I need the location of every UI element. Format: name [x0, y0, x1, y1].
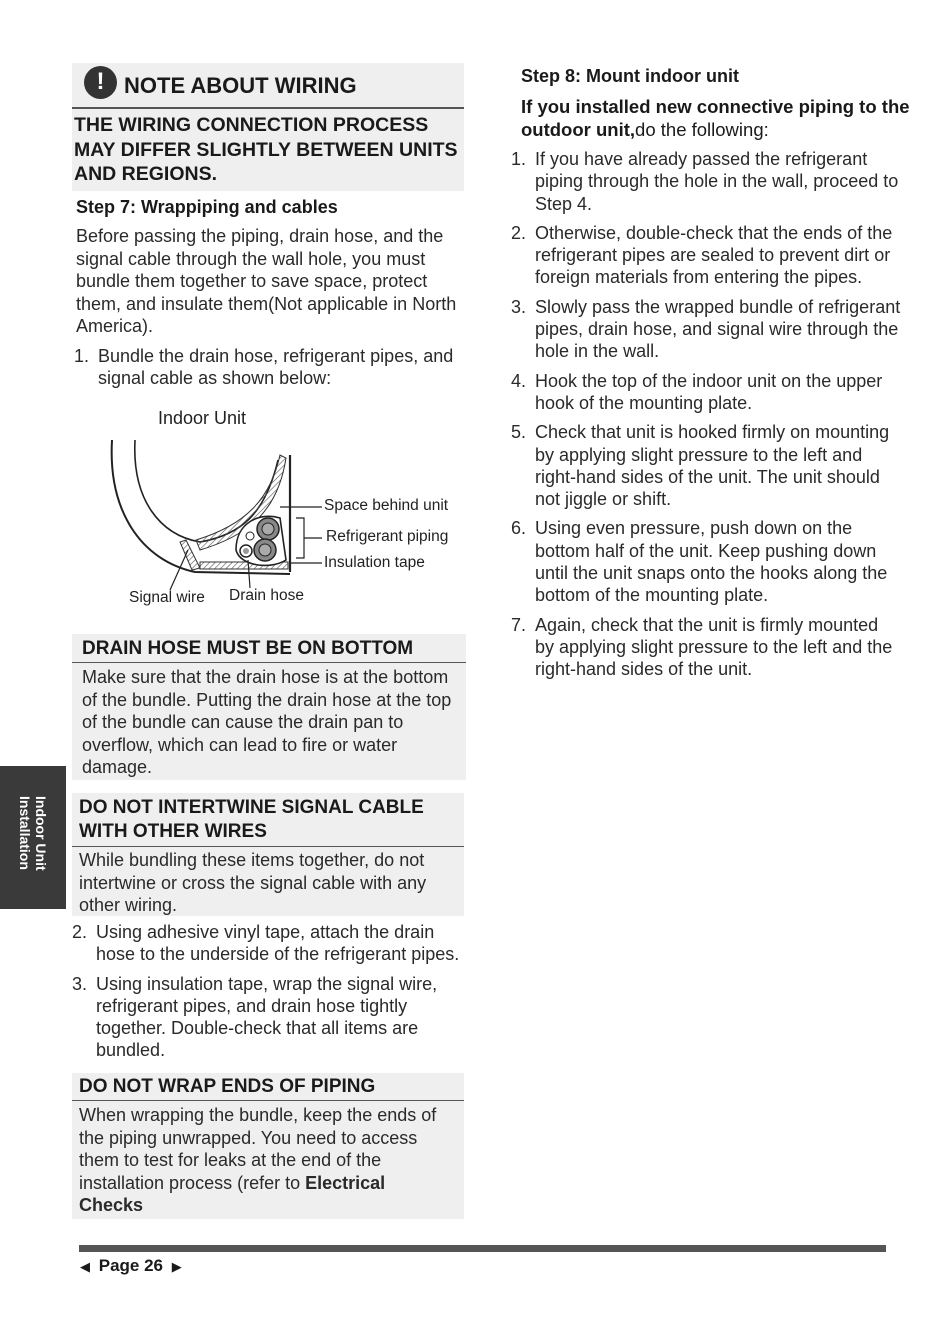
note-body: THE WIRING CONNECTION PROCESS MAY DIFFER SLIGHTLY BETWEEN UNITS AND REGIONS.	[74, 114, 458, 185]
label-signal-wire: Signal wire	[129, 589, 205, 606]
list-item	[511, 370, 901, 415]
intertwine-box	[72, 793, 464, 916]
list-item-text: Slowly pass the wrapped bundle of refrigerant pipes, drain hose, and signal wire through the hole in the wall.	[535, 296, 901, 362]
footer-page	[80, 1256, 182, 1276]
step7-list	[74, 345, 466, 390]
label-space-behind-unit: Space behind unit	[324, 497, 449, 514]
list-item-number: 4.	[511, 370, 527, 391]
list-item-text: Bundle the drain hose, refrigerant pipes, and signal cable as shown below:	[98, 346, 454, 389]
list-item-text: Again, check that the unit is firmly mounted by applying slight pressure to the left and the right-hand sides of the unit.	[535, 614, 893, 680]
prev-page-icon[interactable]: ◀	[80, 1259, 90, 1274]
wrap-ends-box-body	[72, 1101, 464, 1217]
step8-subtitle-rest: do the following:	[635, 119, 769, 140]
drain-hose-box-title: DRAIN HOSE MUST BE ON BOTTOM	[72, 634, 466, 663]
step7-title: Step 7: Wrappiping and cables	[76, 197, 338, 217]
step7-more-list	[72, 921, 462, 1062]
section-side-tab	[0, 766, 66, 909]
intertwine-box-body: While bundling these items together, do not intertwine or cross the signal cable with any other wiring.	[79, 850, 427, 915]
step7-intro: Before passing the piping, drain hose, and the signal cable through the wall hole, you must bundle them together to save space, protect them, and insulate them(Not applicable in North America).	[76, 226, 457, 336]
list-item	[511, 614, 901, 681]
list-item	[511, 296, 901, 363]
intertwine-box-title: DO NOT INTERTWINE SIGNAL CABLE WITH OTHER WIRES	[72, 793, 464, 847]
label-insulation-tape: Insulation tape	[324, 554, 425, 571]
step8-subtitle	[521, 95, 916, 141]
footer-rule	[79, 1245, 886, 1252]
diagram-title: Indoor Unit	[158, 408, 247, 428]
wrap-ends-box	[72, 1073, 464, 1219]
list-item-number: 3.	[511, 296, 527, 317]
step8-list	[511, 148, 901, 681]
list-item-number: 1.	[74, 346, 90, 366]
list-item-number: 3.	[72, 973, 88, 994]
list-item	[72, 973, 462, 1062]
list-item-text: Using insulation tape, wrap the signal wire, refrigerant pipes, and drain hose tightly together. Double-check that all items are bundled.	[96, 973, 438, 1061]
list-item-number: 1.	[511, 149, 527, 169]
list-item-text: Using even pressure, push down on the bottom half of the unit. Keep pushing down until the unit snaps onto the hooks along the bottom of the mounting plate.	[535, 518, 888, 606]
label-refrigerant-piping: Refrigerant piping	[326, 528, 449, 545]
drain-hose-box-body: Make sure that the drain hose is at the bottom of the bundle. Putting the drain hose at the top of the bundle can cause the drain pan to overflow, which can lead to fire or water damage.	[82, 667, 452, 777]
bundle-diagram	[100, 400, 480, 615]
list-item-text: Using adhesive vinyl tape, attach the drain hose to the underside of the refrigerant pipes.	[96, 922, 460, 965]
step8-title: Step 8: Mount indoor unit	[521, 66, 739, 86]
wrap-ends-body-text: When wrapping the bundle, keep the ends of the piping unwrapped. You need to access them to test for leaks at the end of the installation process (refer to	[79, 1105, 437, 1193]
list-item	[511, 222, 901, 289]
page-number: Page 26	[98, 1256, 163, 1275]
side-tab-label: Indoor Unit Installation	[17, 796, 49, 871]
electrical-checks-ref: Electrical Checks	[79, 1172, 386, 1215]
list-item-text: Otherwise, double-check that the ends of the refrigerant pipes are sealed to prevent dirt or foreign materials from entering the pipes.	[535, 222, 893, 288]
label-drain-hose: Drain hose	[229, 587, 304, 604]
list-item-number: 6.	[511, 518, 527, 539]
list-item-number: 2.	[72, 922, 88, 942]
note-title: NOTE ABOUT WIRING	[124, 73, 357, 98]
list-item-number: 2.	[511, 222, 527, 243]
drain-hose-box	[72, 634, 466, 780]
step8-subtitle-bold: If you installed new connective piping to the outdoor unit,	[521, 96, 910, 140]
list-item-text: If you have already passed the refrigerant piping through the hole in the wall, proceed to Step 4.	[535, 149, 899, 214]
list-item	[511, 517, 901, 606]
note-box	[72, 63, 464, 191]
list-item	[511, 421, 901, 510]
wrap-ends-box-title: DO NOT WRAP ENDS OF PIPING	[72, 1073, 464, 1101]
list-item-number: 7.	[511, 614, 527, 635]
note-divider	[72, 107, 464, 109]
list-item	[72, 921, 462, 966]
list-item-number: 5.	[511, 422, 527, 443]
list-item	[74, 345, 466, 390]
list-item-text: Hook the top of the indoor unit on the upper hook of the mounting plate.	[535, 370, 883, 413]
next-page-icon[interactable]: ▶	[171, 1259, 182, 1274]
list-item-text: Check that unit is hooked firmly on mounting by applying slight pressure to the left and right-hand sides of the unit. The unit should not jiggle or shift.	[535, 422, 890, 510]
warning-icon: !	[84, 66, 117, 99]
list-item	[511, 148, 901, 215]
